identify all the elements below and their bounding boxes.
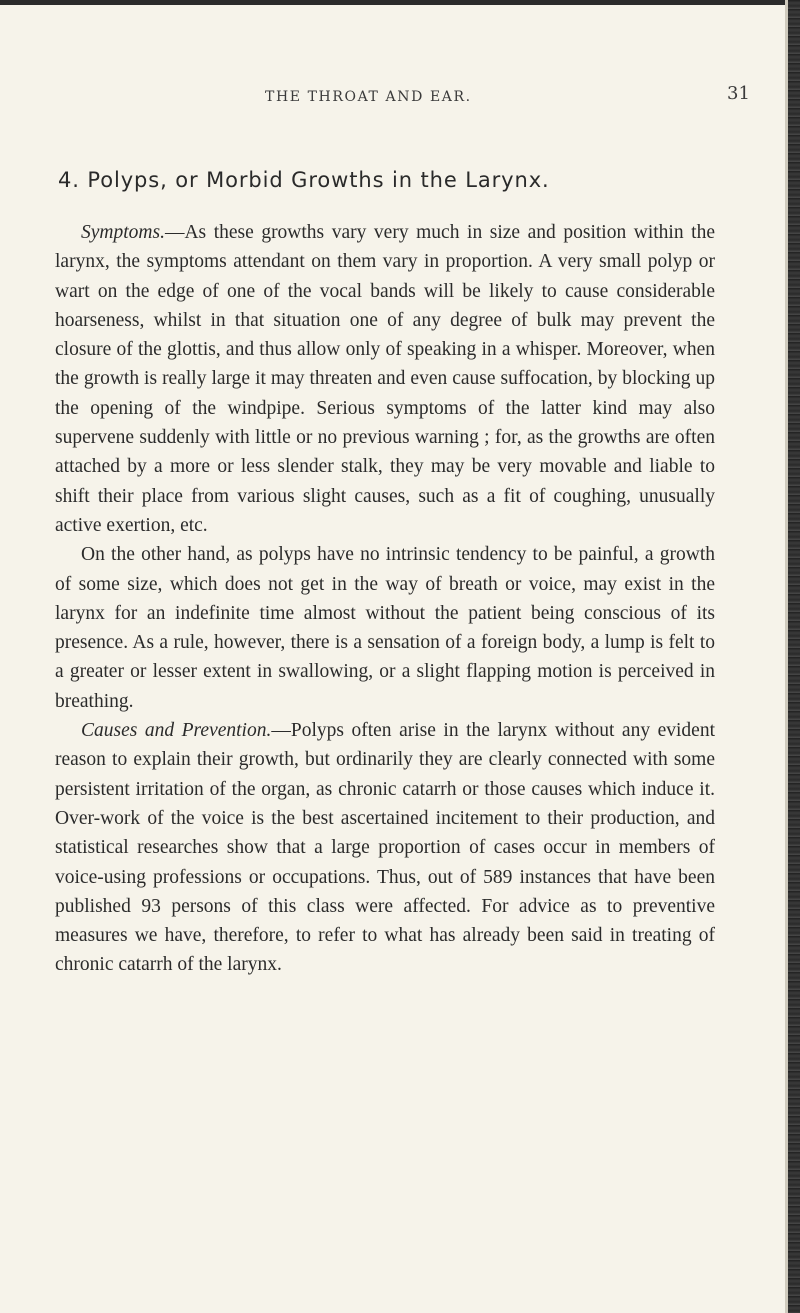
page-top-edge bbox=[0, 0, 800, 5]
paragraph-text-other-hand: On the other hand, as polyps have no intrinsic tendency to be painful, a growth of some size, which does not get in the way of breath or voice, may exist in the larynx for an indefinite time almost without the patient being conscious of its presence. As a rule, however, there is a sensation of a foreign body, a lump is felt to a greater or lesser extent in swallowing, or a slight flapping motion is perceived in breathing. bbox=[55, 544, 715, 712]
running-head-title: THE THROAT AND EAR. bbox=[265, 89, 472, 105]
section-heading: 4. Polyps, or Morbid Growths in the Larynx. bbox=[58, 168, 550, 192]
page-number: 31 bbox=[727, 83, 750, 104]
body-text bbox=[55, 218, 715, 980]
running-head bbox=[0, 83, 800, 109]
paragraph-symptoms bbox=[55, 218, 715, 540]
paragraph-lead-causes: Causes and Prevention. bbox=[81, 720, 272, 742]
book-spine-edge bbox=[788, 0, 800, 1313]
paragraph-text-symptoms: —As these growths vary very much in size and position within the larynx, the symptoms attendant on them vary in proportion. A very small polyp or wart on the edge of one of the vocal bands will be likely to cause considerable hoarseness, whilst in that situation one of any degree of bulk may prevent the closure of the glottis, and thus allow only of speaking in a whisper. Moreover, when the growth is really large it may threaten and even cause suffocation, by blocking up the opening of the windpipe. Serious symptoms of the latter kind may also supervene suddenly with little or no previous warning ; for, as the growths are often attached by a more or less slender stalk, they may be very movable and liable to shift their place from various slight causes, such as a fit of coughing, unusually active exertion, etc. bbox=[55, 222, 715, 536]
paragraph-other-hand bbox=[55, 540, 715, 716]
paragraph-text-causes: —Polyps often arise in the larynx without any evident reason to explain their growth, but ordinarily they are clearly connected with some persistent irritation of the organ, as chronic catarrh or those causes which induce it. Over-work of the voice is the best ascertained incitement to their production, and statistical researches show that a large proportion of cases occur in members of voice-using professions or occupations. Thus, out of 589 instances that have been published 93 persons of this class were affected. For advice as to preventive measures we have, therefore, to refer to what has already been said in treating of chronic catarrh of the larynx. bbox=[55, 720, 716, 976]
paragraph-lead-symptoms: Symptoms. bbox=[81, 222, 165, 243]
paragraph-causes bbox=[55, 716, 715, 980]
